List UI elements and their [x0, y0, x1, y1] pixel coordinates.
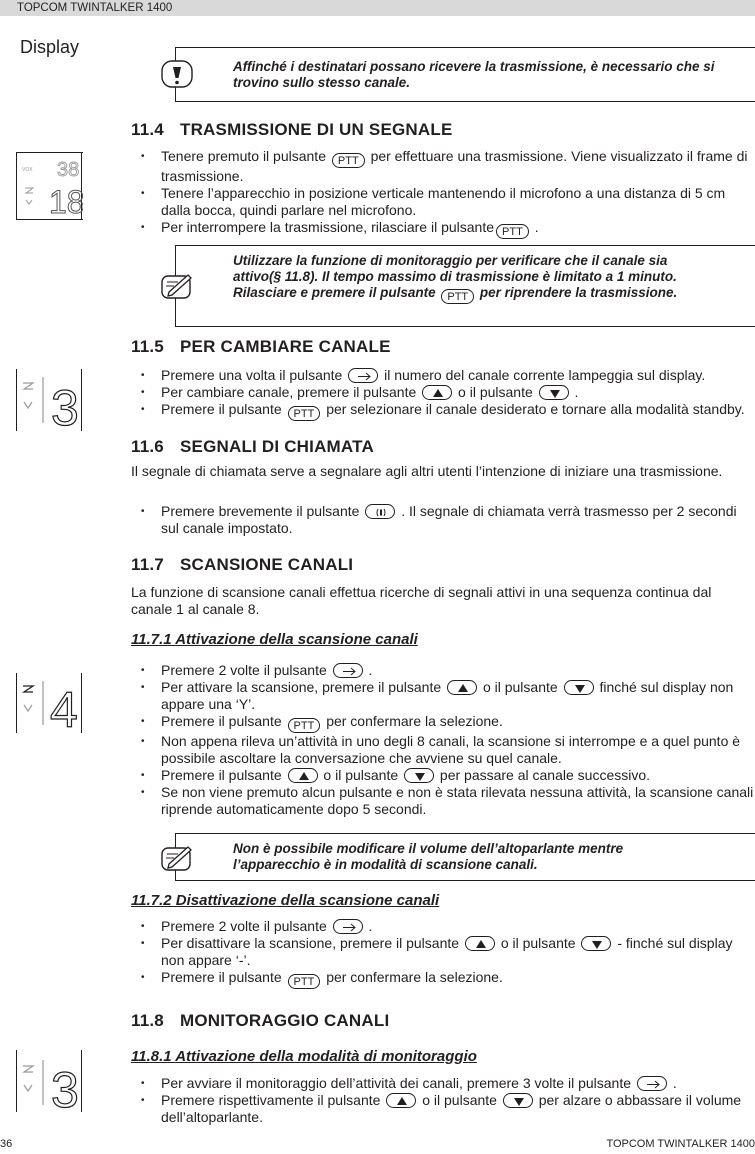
svg-text:VOX: VOX — [22, 167, 33, 173]
up-arrow-key-icon — [465, 936, 495, 951]
svg-text:38: 38 — [57, 159, 80, 181]
list-11-5 — [131, 367, 755, 421]
up-arrow-key-icon — [447, 680, 477, 695]
lcd-graphic — [17, 152, 83, 220]
ptt-key-icon: PTT — [496, 224, 529, 239]
ptt-key-icon: PTT — [288, 718, 321, 733]
list-11-7-2 — [131, 918, 755, 989]
down-arrow-key-icon — [404, 768, 434, 783]
lcd-display-channel — [16, 369, 82, 431]
note-text: Non è possibile modificare il volume dell’altoparlante mentre l’apparecchio è in modalità di scansione canali. — [233, 841, 624, 872]
menu-key-icon — [637, 1076, 667, 1091]
list-item: • Per interrompere la trasmissione, rilasciare il pulsante PTT . — [131, 219, 755, 239]
svg-text:3: 3 — [51, 380, 79, 431]
lcd-display-transmit — [16, 152, 82, 220]
heading-11-8-1: 11.8.1 Attivazione della modalità di monitoraggio — [131, 1048, 477, 1065]
down-arrow-key-icon — [503, 1093, 533, 1108]
note-text: Utilizzare la funzione di monitoraggio per verificare che il canale sia attivo(§ 11.8). Il tempo massimo di trasmissione è limitato a 1 minuto. Rilasciare e premere il pulsante PTT per riprendere la trasmissione. — [233, 253, 678, 303]
list-item: • Premere una volta il pulsante il numero del canale corrente lampeggia sul display. — [131, 367, 755, 384]
list-item: • Per attivare la scansione, premere il pulsante o il pulsante finché sul display non appare una ‘Y’. — [131, 679, 755, 713]
lcd-graphic — [17, 369, 83, 431]
list-item: • Premere il pulsante PTT per selezionare il canale desiderato e tornare alla modalità standby. — [131, 401, 755, 421]
heading-11-5: 11.5 PER CAMBIARE CANALE — [131, 337, 391, 356]
list-item: • Premere il pulsante PTT per confermare la selezione. — [131, 713, 755, 733]
pencil-note-icon — [160, 272, 194, 302]
note-tip — [175, 245, 755, 327]
svg-text:3: 3 — [51, 1062, 79, 1112]
list-item: • Premere 2 volte il pulsante . — [131, 662, 755, 679]
ptt-key-icon: PTT — [332, 153, 365, 168]
page-header — [0, 0, 755, 16]
svg-text:18: 18 — [49, 184, 83, 220]
list-item: • Premere rispettivamente il pulsante o il pulsante per alzare o abbassare il volume dell’altoparlante. — [131, 1092, 755, 1126]
list-item: • Per avviare il monitoraggio dell’attività dei canali, premere 3 volte il pulsante . — [131, 1075, 755, 1092]
section-label: Display — [20, 37, 80, 57]
down-arrow-key-icon — [539, 385, 569, 400]
list-item: • Premere il pulsante PTT per confermare la selezione. — [131, 969, 755, 989]
lcd-display-scan — [16, 673, 82, 733]
menu-key-icon — [348, 368, 378, 383]
menu-key-icon — [333, 919, 363, 934]
paragraph-11-7: La funzione di scansione canali effettua ricerche di segnali attivi in una sequenza continua dal canale 1 al canale 8. — [131, 584, 712, 617]
heading-11-7: 11.7 SCANSIONE CANALI — [131, 555, 354, 574]
menu-key-icon — [333, 663, 363, 678]
down-arrow-key-icon — [581, 936, 611, 951]
list-item: • Premere il pulsante o il pulsante per passare al canale successivo. — [131, 767, 755, 784]
list-item: • Non appena rileva un’attività in uno degli 8 canali, la scansione si interrompe e a quel punto è possibile ascoltare la conversazione che avviene su quel canale. — [131, 733, 755, 767]
note-tip — [175, 833, 755, 881]
up-arrow-key-icon — [288, 768, 318, 783]
list-item: • Tenere premuto il pulsante PTT per effettuare una trasmissione. Viene visualizzato il frame di trasmissione. — [131, 148, 755, 185]
lcd-graphic — [17, 1050, 83, 1112]
list-11-7-1 — [131, 662, 755, 818]
note-warning — [175, 47, 755, 102]
up-arrow-key-icon — [422, 385, 452, 400]
list-item: • Premere 2 volte il pulsante . — [131, 918, 755, 935]
down-arrow-key-icon — [564, 680, 594, 695]
svg-text:4: 4 — [50, 682, 78, 733]
note-text: Affinché i destinatari possano ricevere la trasmissione, è necessario che si trovino sullo stesso canale. — [233, 59, 715, 90]
lcd-display-monitor — [16, 1050, 82, 1112]
list-item: • Tenere l’apparecchio in posizione verticale mantenendo il microfono a una distanza di 5 cm dalla bocca, quindi parlare nel microfono. — [131, 185, 755, 219]
heading-11-8: 11.8 MONITORAGGIO CANALI — [131, 1011, 390, 1030]
paragraph-11-6: Il segnale di chiamata serve a segnalare agli altri utenti l’intenzione di iniziare una trasmissione. — [131, 463, 723, 479]
up-arrow-key-icon — [386, 1093, 416, 1108]
footer-brand: TOPCOM TWINTALKER 1400 — [606, 1138, 755, 1150]
lcd-graphic — [17, 673, 83, 733]
list-item: • Per disattivare la scansione, premere il pulsante o il pulsante - finché sul display non appare ‘-’. — [131, 935, 755, 969]
warning-icon — [160, 59, 194, 89]
page-number: 36 — [0, 1138, 13, 1150]
list-11-6 — [131, 503, 755, 537]
ptt-key-icon: PTT — [441, 289, 474, 304]
heading-11-7-1: 11.7.1 Attivazione della scansione canali — [131, 631, 418, 648]
heading-11-7-2: 11.7.2 Disattivazione della scansione canali — [131, 892, 440, 909]
header-title: TOPCOM TWINTALKER 1400 — [17, 2, 173, 14]
heading-11-6: 11.6 SEGNALI DI CHIAMATA — [131, 437, 374, 456]
ptt-key-icon: PTT — [288, 974, 321, 989]
list-item: • Se non viene premuto alcun pulsante e non è stata rilevata nessuna attività, la scansione canali riprende automaticamente dopo 5 secondi. — [131, 784, 755, 818]
pencil-note-icon — [160, 844, 194, 874]
list-item: • Premere brevemente il pulsante . Il segnale di chiamata verrà trasmesso per 2 secondi sul canale impostato. — [131, 503, 755, 537]
call-key-icon — [365, 504, 395, 519]
heading-11-4: 11.4 TRASMISSIONE DI UN SEGNALE — [131, 120, 453, 139]
list-11-8-1 — [131, 1075, 755, 1126]
list-11-4 — [131, 148, 755, 239]
list-item: • Per cambiare canale, premere il pulsante o il pulsante . — [131, 384, 755, 401]
ptt-key-icon: PTT — [288, 406, 321, 421]
